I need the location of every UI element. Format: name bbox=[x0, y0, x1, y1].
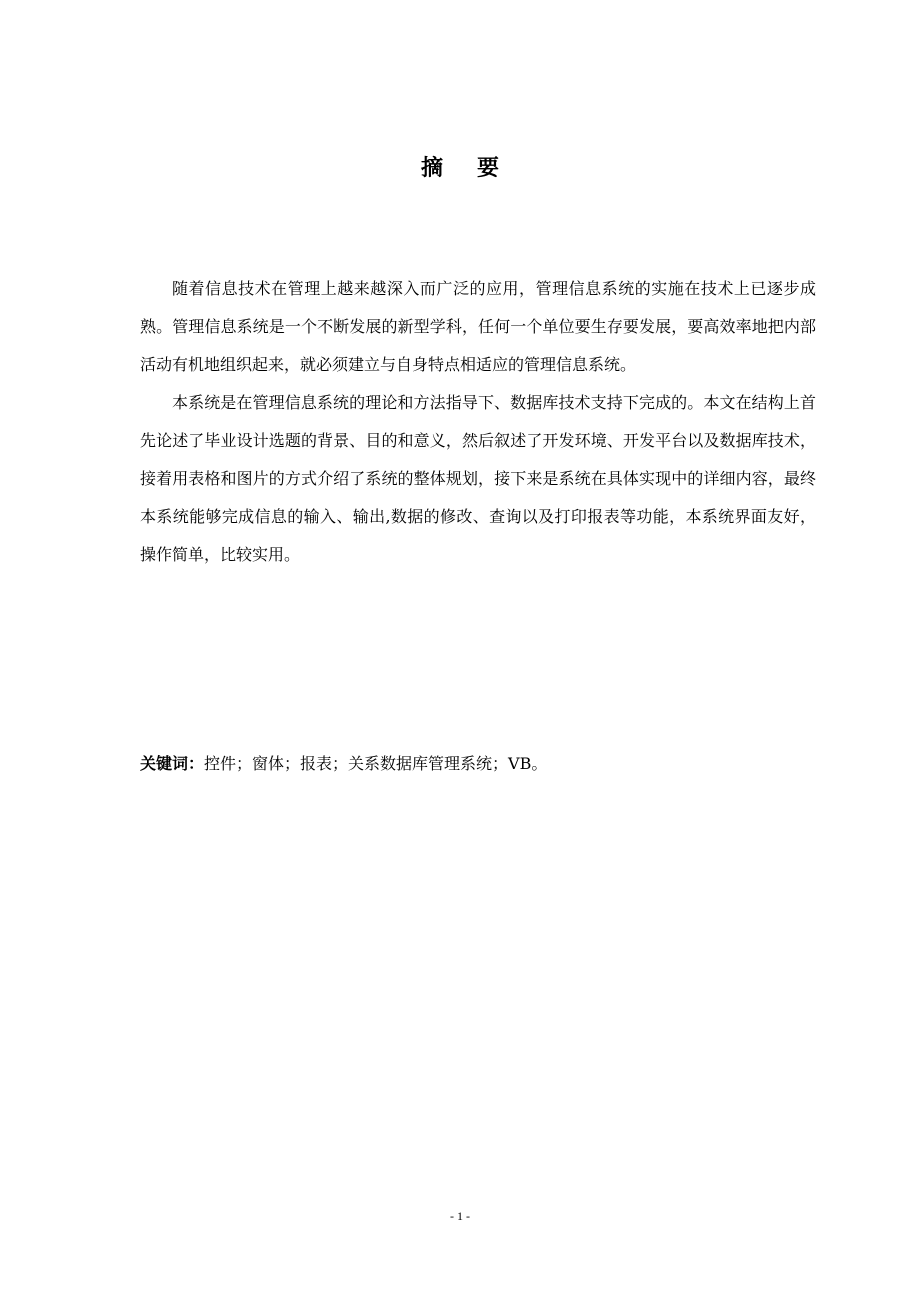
page-number: - 1 - bbox=[450, 1209, 470, 1223]
abstract-paragraph-2: 本系统是在管理信息系统的理论和方法指导下、数据库技术支持下完成的。本文在结构上首先论述了毕业设计选题的背景、目的和意义，然后叙述了开发环境、开发平台以及数据库技术，接着用表格和图片的方式介绍了系统的整体规划，接下来是系统在具体实现中的详细内容，最终本系统能够完成信息的输入、输出,数据的修改、查询以及打印报表等功能，本系统界面友好，操作简单，比较实用。 bbox=[140, 393, 816, 564]
abstract-paragraph-1: 随着信息技术在管理上越来越深入而广泛的应用，管理信息系统的实施在技术上已逐步成熟。管理信息系统是一个不断发展的新型学科，任何一个单位要生存要发展，要高效率地把内部活动有机地组织起来，就必须建立与自身特点相适应的管理信息系统。 bbox=[140, 279, 816, 374]
page-title bbox=[0, 148, 920, 188]
title-char-1: 摘 bbox=[420, 155, 443, 181]
keywords-line bbox=[140, 745, 816, 783]
keywords-value: 控件；窗体；报表；关系数据库管理系统；VB。 bbox=[204, 754, 548, 773]
title-char-2: 要 bbox=[477, 155, 500, 181]
abstract-body bbox=[140, 270, 816, 574]
keywords-label: 关键词： bbox=[140, 754, 205, 773]
